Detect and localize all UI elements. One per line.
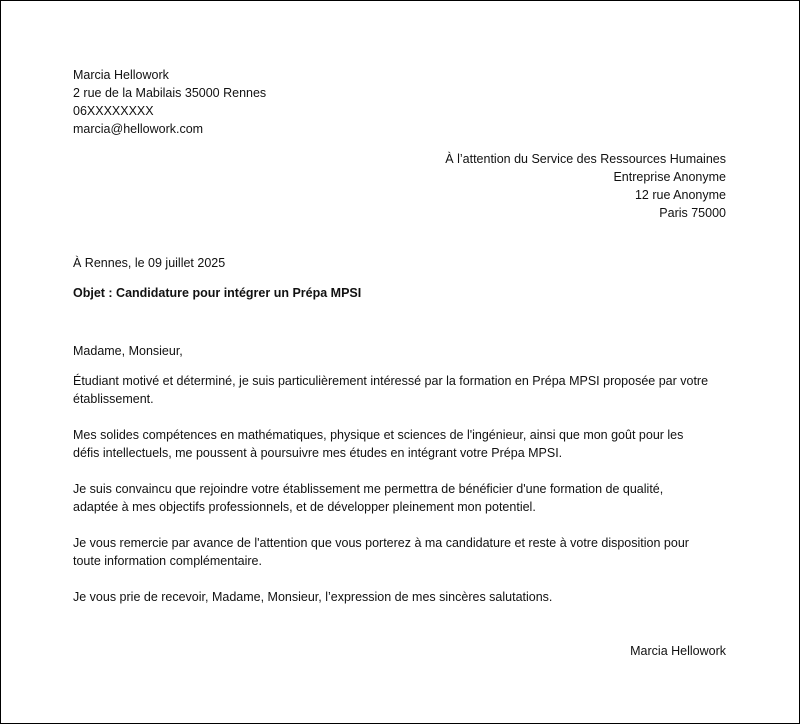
body-line: Étudiant motivé et déterminé, je suis particulièrement intéressé par la formation en Prépa MPSI proposée par votre xyxy=(73,374,709,388)
body-line: Mes solides compétences en mathématiques, physique et sciences de l'ingénieur, ainsi que mon goût pour les xyxy=(73,428,684,442)
greeting: Madame, Monsieur, xyxy=(73,344,183,358)
recipient-city: Paris 75000 xyxy=(659,206,726,220)
sender-block xyxy=(73,66,266,138)
body-line: Je vous remercie par avance de l'attention que vous porterez à ma candidature et reste à votre disposition pour xyxy=(73,536,689,550)
body-paragraph xyxy=(73,372,733,408)
letter-body xyxy=(73,342,733,624)
body-line: adaptée à mes objectifs professionnels, et de développer pleinement mon potentiel. xyxy=(73,500,536,514)
recipient-company: Entreprise Anonyme xyxy=(613,170,726,184)
closing-paragraph xyxy=(73,588,733,606)
recipient-street: 12 rue Anonyme xyxy=(634,188,726,202)
body-line: toute information complémentaire. xyxy=(73,554,262,568)
body-paragraph xyxy=(73,534,733,570)
sender-name: Marcia Hellowork xyxy=(73,68,169,82)
recipient-attention: À l’attention du Service des Ressources Humaines xyxy=(445,152,726,166)
body-line: défis intellectuels, me poussent à poursuivre mes études en intégrant votre Prépa MPSI. xyxy=(73,446,563,460)
recipient-block xyxy=(445,150,726,222)
body-line: Je suis convaincu que rejoindre votre établissement me permettra de bénéficier d'une formation de qualité, xyxy=(73,482,664,496)
subject-line: Objet : Candidature pour intégrer un Prépa MPSI xyxy=(73,286,362,300)
sender-phone: 06XXXXXXXX xyxy=(73,104,154,118)
body-paragraph xyxy=(73,426,733,462)
body-line: établissement. xyxy=(73,392,154,406)
signature: Marcia Hellowork xyxy=(630,644,726,658)
body-paragraph xyxy=(73,480,733,516)
body-line: Je vous prie de recevoir, Madame, Monsieur, l’expression de mes sincères salutations. xyxy=(73,590,553,604)
sender-address: 2 rue de la Mabilais 35000 Rennes xyxy=(73,86,267,100)
sender-email: marcia@hellowork.com xyxy=(73,122,204,136)
date-line: À Rennes, le 09 juillet 2025 xyxy=(73,256,226,270)
